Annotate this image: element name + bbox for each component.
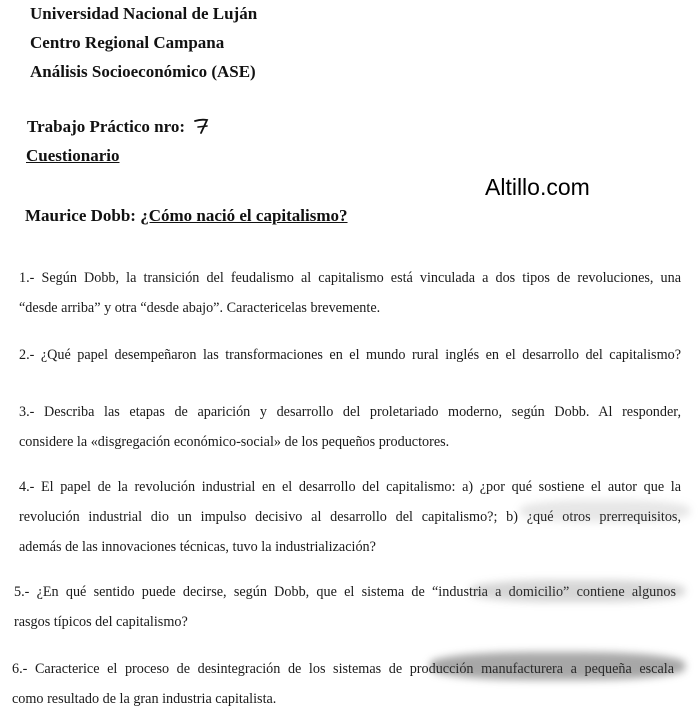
question-2 — [19, 340, 681, 370]
course-name: Análisis Socioeconómico (ASE) — [30, 62, 256, 81]
question-line: rasgos típicos del capitalismo? — [14, 614, 188, 630]
watermark-text: Altillo.com — [485, 174, 590, 200]
work-title: ¿Cómo nació el capitalismo? — [140, 206, 348, 225]
author-name: Maurice Dobb: — [25, 206, 136, 225]
question-line: 3.- Describa las etapas de aparición y desarrollo del proletariado moderno, según Dobb. Al responder, — [19, 404, 681, 420]
reading-heading — [25, 206, 348, 226]
question-line: revolución industrial dio un impulso decisivo al desarrollo del capitalismo?; b) ¿qué otros prerrequisitos, — [19, 509, 681, 525]
question-line: “desde arriba” y otra “desde abajo”. Caractericelas brevemente. — [19, 300, 381, 316]
question-line: 2.- ¿Qué papel desempeñaron las transformaciones en el mundo rural inglés en el desarrollo del capitalismo? — [19, 347, 681, 363]
question-5 — [14, 577, 676, 637]
question-1 — [19, 263, 681, 323]
university-name: Universidad Nacional de Luján — [30, 4, 258, 23]
handwritten-number-7 — [192, 117, 212, 135]
regional-center: Centro Regional Campana — [30, 33, 225, 52]
question-line: 5.- ¿En qué sentido puede decirse, según Dobb, que el sistema de “industria a domicilio” contiene algunos — [14, 584, 676, 600]
questionnaire-heading: Cuestionario — [26, 146, 120, 165]
question-4 — [19, 472, 681, 562]
question-line: además de las innovaciones técnicas, tuvo la industrialización? — [19, 539, 376, 555]
assignment-title: Trabajo Práctico nro: — [27, 117, 185, 136]
question-line: 1.- Según Dobb, la transición del feudalismo al capitalismo está vinculada a dos tipos de revoluciones, una — [19, 270, 681, 286]
question-3 — [19, 397, 681, 457]
question-line: 6.- Caracterice el proceso de desintegración de los sistemas de producción manufacturera a pequeña escala — [12, 661, 674, 677]
question-line: 4.- El papel de la revolución industrial en el desarrollo del capitalismo: a) ¿por qué sostiene el autor que la — [19, 479, 681, 495]
question-6 — [12, 654, 674, 711]
question-line: considere la «disgregación económico-social» de los pequeños productores. — [19, 434, 450, 450]
question-line: como resultado de la gran industria capitalista. — [12, 691, 277, 707]
assignment-heading — [27, 117, 212, 137]
